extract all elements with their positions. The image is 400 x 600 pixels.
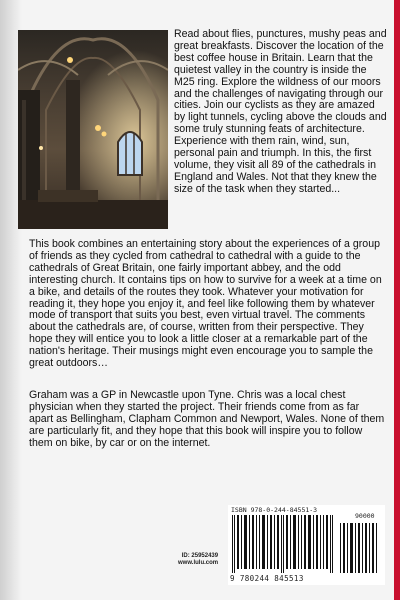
- publisher-id: ID: 25952439: [181, 553, 219, 559]
- intro-blurb: Read about flies, punctures, mushy peas and great breakfasts. Discover the location of the best coffee house in Britain. Learn that the quietest valley in the country is inside the M25 ring. Explore the wildness of our moors and the challenges of navigating through our cities. Join our cyclists as they are amazed by light tunnels, cycling above the clouds and some truly stunning feats of architecture. Experience with them rain, wind, sun, personal pain and triumph. In this, the first volume, they visit all 89 of the cathedrals in England and Wales. Not that they knew the size of the task when they started...: [174, 28, 387, 195]
- book-description: This book combines an entertaining story about the experiences of a group of friends as they cycled from cathedral to cathedral with a guide to the cathedrals of Great Britain, one fairly important abbey, and the odd interesting church. It contains tips on how to survive for a week at a time on a bike, and details of the routes they took. Whatever your motivation for reading it, they hope you enjoy it, and feel like following them by whatever mode of transport that suits you best, even virtual travel. The comments about the cathedrals are, of course, written from their perspective. They hope they will entice you to look a little closer at a remarkable part of the nation's heritage. Their musings might even encourage you to sample the great outdoors…: [29, 238, 382, 370]
- author-bio: Graham was a GP in Newcastle upon Tyne. Chris was a local chest physician when they started the project. Their friends come from as far apart as Bellingham, Clapham Common and Newport, Wales. None of them are particularly fit, and they hope that this book will inspire you to follow them on bike, by car or on the internet.: [29, 389, 385, 449]
- isbn-addon: 90000: [355, 512, 375, 520]
- publisher-site: www.lulu.com: [178, 560, 219, 566]
- barcode-bars: [230, 515, 380, 573]
- barcode-digits: 9 780244 845513: [230, 574, 304, 583]
- red-edge-strip: [394, 0, 400, 600]
- cathedral-interior-photo: [18, 30, 168, 229]
- publisher-info: [178, 553, 218, 567]
- isbn-barcode: [228, 505, 385, 585]
- isbn-label: ISBN 978-0-244-84551-3: [231, 506, 318, 514]
